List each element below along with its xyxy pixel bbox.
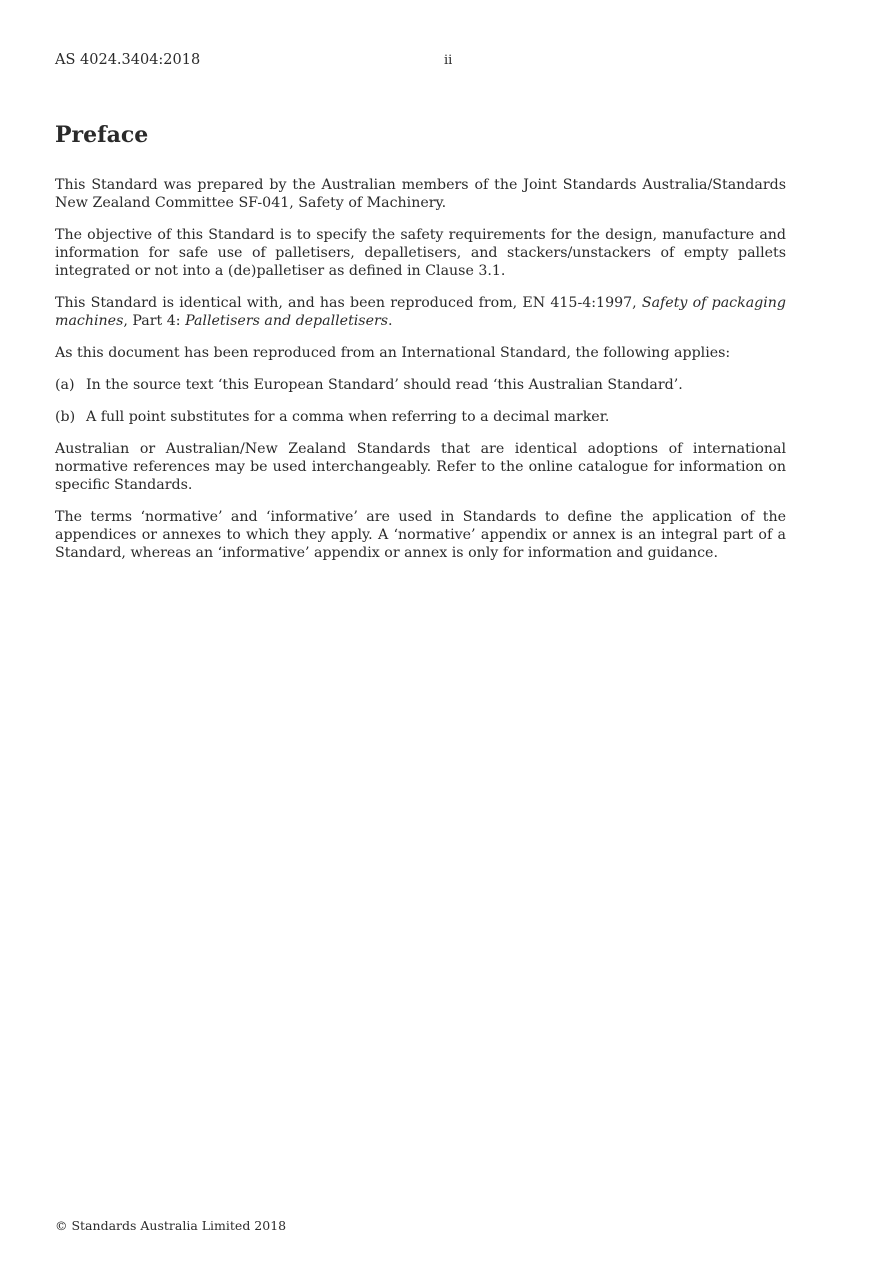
paragraph-committee: This Standard was prepared by the Australian members of the Joint Standards Australia/Standards New Zealand Committee SF-041, Safety of Machinery.: [55, 177, 786, 211]
source-part-title-italic: Palletisers and depalletisers: [185, 313, 389, 329]
source-title-italic: Safety of packaging machines: [55, 295, 786, 329]
paragraph-normative-informative: The terms ‘normative’ and ‘informative’ are used in Standards to define the application of the appendices or annexes to which they apply. A ‘normative’ appendix or annex is an integral part of a Standard, whereas an ‘informative’ appendix or annex is only for information and guidance.: [55, 509, 786, 561]
document-identifier: AS 4024.3404:2018: [55, 52, 201, 68]
copyright-footer: © Standards Australia Limited 2018: [55, 1218, 287, 1233]
list-text: In the source text ‘this European Standard’ should read ‘this Australian Standard’.: [86, 377, 683, 393]
source-text-prefix: This Standard is identical with, and has been reproduced from, EN 415-4:1997,: [55, 295, 642, 311]
list-marker: (a): [55, 377, 75, 393]
paragraph-source: [55, 294, 786, 330]
page-title: Preface: [55, 122, 149, 148]
paragraph-objective: The objective of this Standard is to specify the safety requirements for the design, manufacture and information for safe use of palletisers, depalletisers, and stackers/unstackers of empty pallets integrated or not into a (de)palletiser as defined in Clause 3.1.: [55, 227, 786, 279]
preface-body: [55, 176, 786, 576]
source-text-middle: , Part 4:: [123, 313, 186, 329]
list-item: [55, 408, 786, 426]
list-text: A full point substitutes for a comma when referring to a decimal marker.: [86, 409, 610, 425]
list-item: [55, 376, 786, 394]
paragraph-normative-references: Australian or Australian/New Zealand Standards that are identical adoptions of international normative references may be used interchangeably. Refer to the online catalogue for information on specific Standards.: [55, 441, 786, 493]
source-text-suffix: .: [388, 313, 393, 329]
paragraph-applies: As this document has been reproduced from an International Standard, the following applies:: [55, 345, 731, 361]
list-marker: (b): [55, 409, 76, 425]
page-number: ii: [444, 53, 453, 68]
